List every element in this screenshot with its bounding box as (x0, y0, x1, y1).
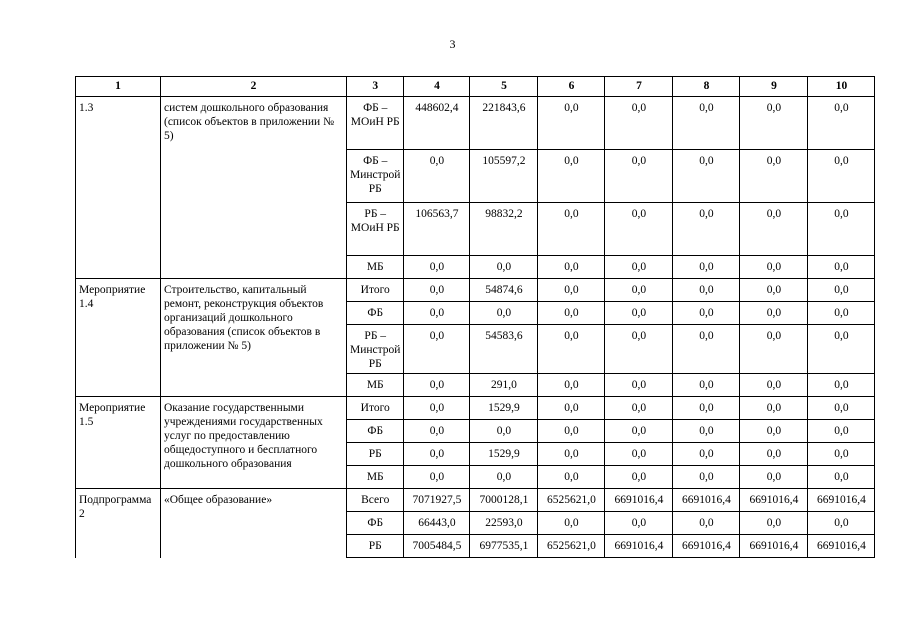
amount-cell: 0,0 (404, 466, 470, 489)
funding-source-cell: РБ – Минстрой РБ (347, 325, 404, 374)
amount-cell: 0,0 (740, 420, 808, 443)
table-row (76, 489, 875, 512)
funding-source-cell: РБ – МОиН РБ (347, 203, 404, 256)
amount-cell: 0,0 (605, 279, 673, 302)
amount-cell: 7000128,1 (470, 489, 538, 512)
header-row (76, 77, 875, 97)
funding-source-cell: РБ (347, 535, 404, 558)
funding-source-cell: ФБ – Минстрой РБ (347, 150, 404, 203)
program-name-cell: Оказание государственными учреждениями государственных услуг по предоставлению общедоступного и бесплатного дошкольного образования (161, 397, 347, 489)
amount-cell: 0,0 (538, 466, 605, 489)
amount-cell: 0,0 (605, 302, 673, 325)
amount-cell: 22593,0 (470, 512, 538, 535)
amount-cell: 0,0 (808, 256, 875, 279)
column-header: 6 (538, 77, 605, 97)
amount-cell: 0,0 (605, 150, 673, 203)
table-row (76, 279, 875, 302)
amount-cell: 0,0 (605, 203, 673, 256)
amount-cell: 0,0 (740, 256, 808, 279)
amount-cell: 0,0 (808, 397, 875, 420)
amount-cell: 6691016,4 (808, 535, 875, 558)
amount-cell: 66443,0 (404, 512, 470, 535)
amount-cell: 0,0 (673, 512, 740, 535)
amount-cell: 0,0 (808, 466, 875, 489)
amount-cell: 0,0 (673, 279, 740, 302)
amount-cell: 0,0 (404, 302, 470, 325)
amount-cell: 6691016,4 (673, 535, 740, 558)
amount-cell: 0,0 (404, 256, 470, 279)
amount-cell: 0,0 (538, 302, 605, 325)
amount-cell: 7005484,5 (404, 535, 470, 558)
amount-cell: 0,0 (538, 420, 605, 443)
amount-cell: 0,0 (808, 512, 875, 535)
amount-cell: 0,0 (470, 256, 538, 279)
amount-cell: 0,0 (605, 374, 673, 397)
column-header: 9 (740, 77, 808, 97)
amount-cell: 0,0 (538, 150, 605, 203)
funding-source-cell: РБ (347, 443, 404, 466)
amount-cell: 0,0 (673, 397, 740, 420)
column-header: 2 (161, 77, 347, 97)
amount-cell: 0,0 (404, 420, 470, 443)
amount-cell: 0,0 (605, 420, 673, 443)
amount-cell: 0,0 (605, 466, 673, 489)
column-header: 5 (470, 77, 538, 97)
amount-cell: 6977535,1 (470, 535, 538, 558)
budget-table (75, 76, 875, 558)
column-header: 10 (808, 77, 875, 97)
amount-cell: 6691016,4 (740, 489, 808, 512)
program-name-cell: систем дошкольного образования (список объектов в приложении № 5) (161, 97, 347, 279)
amount-cell: 0,0 (808, 420, 875, 443)
amount-cell: 0,0 (673, 325, 740, 374)
table-row (76, 397, 875, 420)
amount-cell: 0,0 (538, 97, 605, 150)
amount-cell: 0,0 (808, 325, 875, 374)
amount-cell: 0,0 (538, 443, 605, 466)
column-header: 3 (347, 77, 404, 97)
amount-cell: 0,0 (673, 443, 740, 466)
amount-cell: 221843,6 (470, 97, 538, 150)
amount-cell: 0,0 (538, 279, 605, 302)
amount-cell: 0,0 (740, 397, 808, 420)
amount-cell: 54583,6 (470, 325, 538, 374)
amount-cell: 0,0 (740, 97, 808, 150)
table-row (76, 97, 875, 150)
amount-cell: 6691016,4 (605, 489, 673, 512)
column-header: 1 (76, 77, 161, 97)
amount-cell: 0,0 (740, 150, 808, 203)
amount-cell: 0,0 (404, 325, 470, 374)
amount-cell: 448602,4 (404, 97, 470, 150)
program-code-cell: Мероприятие 1.4 (76, 279, 161, 397)
amount-cell: 0,0 (808, 374, 875, 397)
funding-source-cell: МБ (347, 374, 404, 397)
funding-source-cell: ФБ (347, 512, 404, 535)
amount-cell: 0,0 (605, 256, 673, 279)
amount-cell: 0,0 (740, 374, 808, 397)
amount-cell: 7071927,5 (404, 489, 470, 512)
amount-cell: 0,0 (740, 325, 808, 374)
amount-cell: 0,0 (740, 512, 808, 535)
amount-cell: 6525621,0 (538, 489, 605, 512)
page-number: 3 (449, 37, 456, 51)
amount-cell: 291,0 (470, 374, 538, 397)
program-name-cell: «Общее образование» (161, 489, 347, 558)
amount-cell: 0,0 (538, 374, 605, 397)
program-name-cell: Строительство, капитальный ремонт, реконструкция объектов организаций дошкольного образования (список объектов в приложении № 5) (161, 279, 347, 397)
funding-source-cell: МБ (347, 466, 404, 489)
amount-cell: 1529,9 (470, 443, 538, 466)
column-header: 4 (404, 77, 470, 97)
amount-cell: 0,0 (605, 97, 673, 150)
amount-cell: 0,0 (673, 97, 740, 150)
column-header: 8 (673, 77, 740, 97)
amount-cell: 106563,7 (404, 203, 470, 256)
amount-cell: 0,0 (404, 443, 470, 466)
amount-cell: 0,0 (740, 302, 808, 325)
amount-cell: 0,0 (740, 466, 808, 489)
amount-cell: 0,0 (673, 150, 740, 203)
amount-cell: 0,0 (470, 420, 538, 443)
program-code-cell: Мероприятие 1.5 (76, 397, 161, 489)
amount-cell: 54874,6 (470, 279, 538, 302)
amount-cell: 0,0 (605, 512, 673, 535)
amount-cell: 0,0 (538, 512, 605, 535)
program-code-cell: Подпрограмма 2 (76, 489, 161, 558)
amount-cell: 0,0 (470, 302, 538, 325)
amount-cell: 0,0 (673, 302, 740, 325)
amount-cell: 6691016,4 (808, 489, 875, 512)
amount-cell: 0,0 (673, 256, 740, 279)
amount-cell: 0,0 (808, 443, 875, 466)
amount-cell: 0,0 (673, 203, 740, 256)
amount-cell: 98832,2 (470, 203, 538, 256)
amount-cell: 105597,2 (470, 150, 538, 203)
funding-source-cell: ФБ (347, 420, 404, 443)
amount-cell: 1529,9 (470, 397, 538, 420)
amount-cell: 0,0 (404, 279, 470, 302)
program-code-cell: 1.3 (76, 97, 161, 279)
amount-cell: 0,0 (673, 374, 740, 397)
funding-source-cell: МБ (347, 256, 404, 279)
amount-cell: 0,0 (605, 443, 673, 466)
amount-cell: 0,0 (740, 203, 808, 256)
funding-source-cell: ФБ (347, 302, 404, 325)
amount-cell: 0,0 (538, 256, 605, 279)
amount-cell: 6691016,4 (673, 489, 740, 512)
amount-cell: 0,0 (404, 150, 470, 203)
amount-cell: 0,0 (740, 443, 808, 466)
amount-cell: 0,0 (808, 302, 875, 325)
amount-cell: 0,0 (808, 279, 875, 302)
amount-cell: 0,0 (808, 97, 875, 150)
amount-cell: 0,0 (538, 325, 605, 374)
funding-source-cell: Итого (347, 279, 404, 302)
amount-cell: 0,0 (470, 466, 538, 489)
amount-cell: 0,0 (538, 397, 605, 420)
column-header: 7 (605, 77, 673, 97)
funding-source-cell: Итого (347, 397, 404, 420)
amount-cell: 0,0 (673, 420, 740, 443)
amount-cell: 6691016,4 (605, 535, 673, 558)
amount-cell: 0,0 (538, 203, 605, 256)
amount-cell: 0,0 (605, 325, 673, 374)
amount-cell: 0,0 (808, 203, 875, 256)
amount-cell: 0,0 (808, 150, 875, 203)
funding-source-cell: Всего (347, 489, 404, 512)
amount-cell: 0,0 (605, 397, 673, 420)
amount-cell: 0,0 (404, 374, 470, 397)
amount-cell: 0,0 (740, 279, 808, 302)
amount-cell: 6525621,0 (538, 535, 605, 558)
amount-cell: 0,0 (673, 466, 740, 489)
funding-source-cell: ФБ – МОиН РБ (347, 97, 404, 150)
amount-cell: 0,0 (404, 397, 470, 420)
amount-cell: 6691016,4 (740, 535, 808, 558)
